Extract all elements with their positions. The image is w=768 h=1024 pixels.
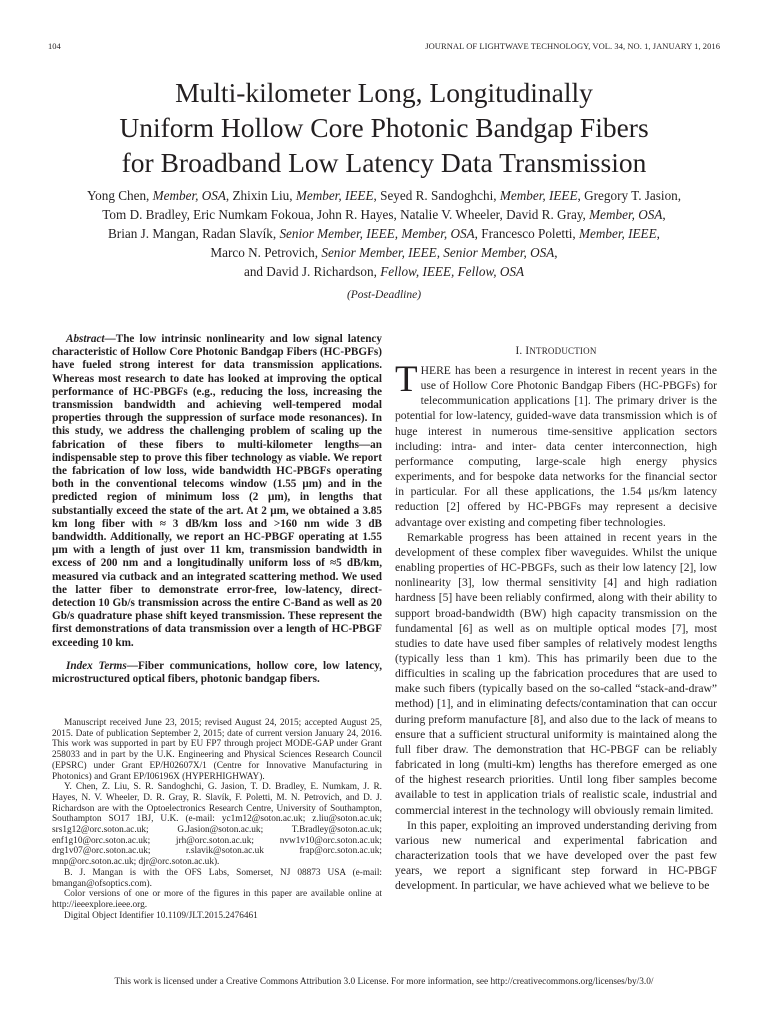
paper-title (40, 75, 728, 180)
index-terms-label: Index Terms (66, 660, 127, 672)
footnote-color: Color versions of one or more of the figures in this paper are available online at http://ieeexplore.ieee.org. (52, 889, 382, 910)
index-terms (52, 660, 382, 686)
abstract (52, 333, 382, 650)
section-heading-introduction: I. INTRODUCTION (515, 345, 597, 357)
page-number: 104 (48, 41, 61, 51)
author-line: Tom D. Bradley, Eric Numkam Fokoua, John R. Hayes, Natalie V. Wheeler, David R. Gray, Member, OSA, (102, 207, 666, 222)
post-deadline-note: (Post-Deadline) (346, 289, 422, 301)
title-line: Uniform Hollow Core Photonic Bandgap Fibers (119, 112, 649, 143)
first-page-footnote (52, 718, 382, 921)
author-line: and David J. Richardson, Fellow, IEEE, Fellow, OSA (243, 264, 525, 279)
abstract-label: Abstract (66, 333, 105, 345)
drop-cap: T (395, 359, 418, 400)
index-terms-text: —Fiber communications, hollow core, low latency, microstructured optical fibers, photonic bandgap fibers. (52, 660, 382, 686)
intro-paragraph: Remarkable progress has been attained in recent years in the development of these complex fiber waveguides. Whilst the unique enabling properties of HC-PBGFs, such as their low latency [2], low nonlinearity [3], low thermal sensitivity [4] and high radiation hardness [5] have been reliably confirmed, along with their ability to support broad-bandwidth (BW) high capacity transmission on the fundamental [6] as well as on multiple optical modes [7], most studies to date have used fiber samples of relatively modest lengths (typically less than 1 km). This has primarily been due to the difficulties in scaling up the fabrication procedures that are used to make such fibers (typically based on the so-called “stack-and-draw” method) [1], and in eliminating defects/contamination that can occur during preform manufacture [8], and also due to the lack of means to ensure that a sufficient structural uniformity is maintained along the full fiber draw. The demonstration that HC-PBGF can be reliably fabricated in long (multi-km) lengths has therefore emerged as one of the highest research priorities. Until long fiber samples become available to test in application trials of realistic scale, industrial and commercial interest in the technology will obviously remain limited. (395, 530, 717, 817)
title-line: Multi-kilometer Long, Longitudinally (175, 77, 593, 108)
license-footer: This work is licensed under a Creative Commons Attribution 3.0 License. For more information, see http://creativecommons.org/licenses/by/3.0/ (114, 977, 654, 987)
author-list (40, 186, 728, 281)
author-line: Brian J. Mangan, Radan Slavík, Senior Member, IEEE, Member, OSA, Francesco Poletti, Member, IEEE, (108, 226, 660, 241)
introduction-body (395, 359, 717, 893)
intro-paragraph: In this paper, exploiting an improved understanding deriving from various new numerical and experimental fabrication and characterization tools that we have developed over the past few years, we report a significant step forward in HC-PBGF development. In particular, we have achieved what we believe to be (395, 818, 717, 893)
intro-paragraph: THERE has been a resurgence in interest in recent years in the use of Hollow Core Photonic Bandgap Fibers (HC-PBGFs) for telecommunication applications [1]. The primary driver is the potential for low-latency, guided-wave data transmission which is of huge interest in numerous time-sensitive application sectors including: intra- and inter- data center interconnection, high performance computing, large-scale high energy physics experiments, and for bespoke data networks for the financial sector in particular. For all these applications, the 1.54 μs/km latency reduction [2] offered by HC-PBGFs may represent a decisive advantage over existing and competing fiber technologies. (395, 359, 717, 529)
title-line: for Broadband Low Latency Data Transmission (121, 147, 647, 178)
footnote-doi: Digital Object Identifier 10.1109/JLT.2015.2476461 (64, 910, 258, 921)
footnote-mangan: B. J. Mangan is with the OFS Labs, Somerset, NJ 08873 USA (e-mail: bmangan@ofsoptics.com). (52, 867, 382, 889)
footnote-affiliations: Y. Chen, Z. Liu, S. R. Sandoghchi, G. Jasion, T. D. Bradley, E. Numkam, J. R. Hayes, N. V. Wheeler, D. R. Gray, R. Slavík, F. Poletti, M. N. Petrovich, and D. J. Richardson are with the Optoelectronics Research Centre, University of Southampton, Southampton SO17 1BJ, U.K. (e-mail: yc1m12@soton.ac.uk; z.liu@soton.ac.uk; srs1g12@orc.soton.ac.uk; G.Jasion@soton.ac.uk; T.Bradley@soton.ac.uk; enf1g10@orc.soton.ac.uk; jrh@orc.soton.ac.uk; nvw1v10@orc.soton.ac.uk; drg1v07@orc.soton.ac.uk; r.slavik@soton.ac.uk frap@orc.soton.ac.uk; mnp@orc.soton.ac.uk; djr@orc.soton.ac.uk). (52, 782, 382, 868)
author-line: Marco N. Petrovich, Senior Member, IEEE, Senior Member, OSA, (210, 245, 558, 260)
running-header: JOURNAL OF LIGHTWAVE TECHNOLOGY, VOL. 34, NO. 1, JANUARY 1, 2016 (425, 41, 720, 51)
abstract-text: —The low intrinsic nonlinearity and low signal latency characteristic of Hollow Core Photonic Bandgap Fibers (HC-PBGFs) have fueled strong interest for data transmission applications. Whereas most research to date has looked at improving the optical performance of HC-PBGFs (e.g., reducing the loss, increasing the transmission bandwidth and achieving well-tempered modal properties through the suppression of surface mode resonances). In this study, we address the challenging problem of scaling up the fabrication of these fibers to multi-kilometer lengths—an indispensable step to prove this fiber technology as viable. We report the fabrication of low loss, wide bandwidth HC-PBGFs operating both in the conventional telecoms window (1.55 μm) and in the predicted region of minimum loss (2 μm), in lengths that substantially exceed the state of the art. At 2 μm, we obtained a 3.85 km long fiber with ≈ 3 dB/km loss and >160 nm wide 3 dB bandwidth. Additionally, we report an HC-PBGF operating at 1.55 μm with a length of just over 11 km, transmission bandwidth in excess of 200 nm and a longitudinally uniform loss of ≈5 dB/km, measured via cutback and an integrated scattering method. We used the latter fiber to demonstrate error-free, low-latency, direct-detection 10 Gb/s transmission across the entire C-Band as well as 20 Gb/s quadrature phase shift keyed transmission. These represent the first demonstrations of data transmission over a length of HC-PBGF exceeding 10 km. (52, 333, 382, 649)
author-line: Yong Chen, Member, OSA, Zhixin Liu, Member, IEEE, Seyed R. Sandoghchi, Member, IEEE, Gregory T. Jasion, (86, 188, 682, 203)
footnote-manuscript: Manuscript received June 23, 2015; revised August 24, 2015; accepted August 25, 2015. Date of publication September 2, 2015; date of current version January 24, 2016. This work was supported in part by EU FP7 through project MODE-GAP under Grant 258033 and in part by the U.K. Engineering and Physical Sciences Research Council (EPSRC) under Grant EP/H02607X/1 (Centre for Innovative Manufacturing in Photonics) and Grant EP/I06196X (HYPERHIGHWAY). (52, 718, 382, 782)
